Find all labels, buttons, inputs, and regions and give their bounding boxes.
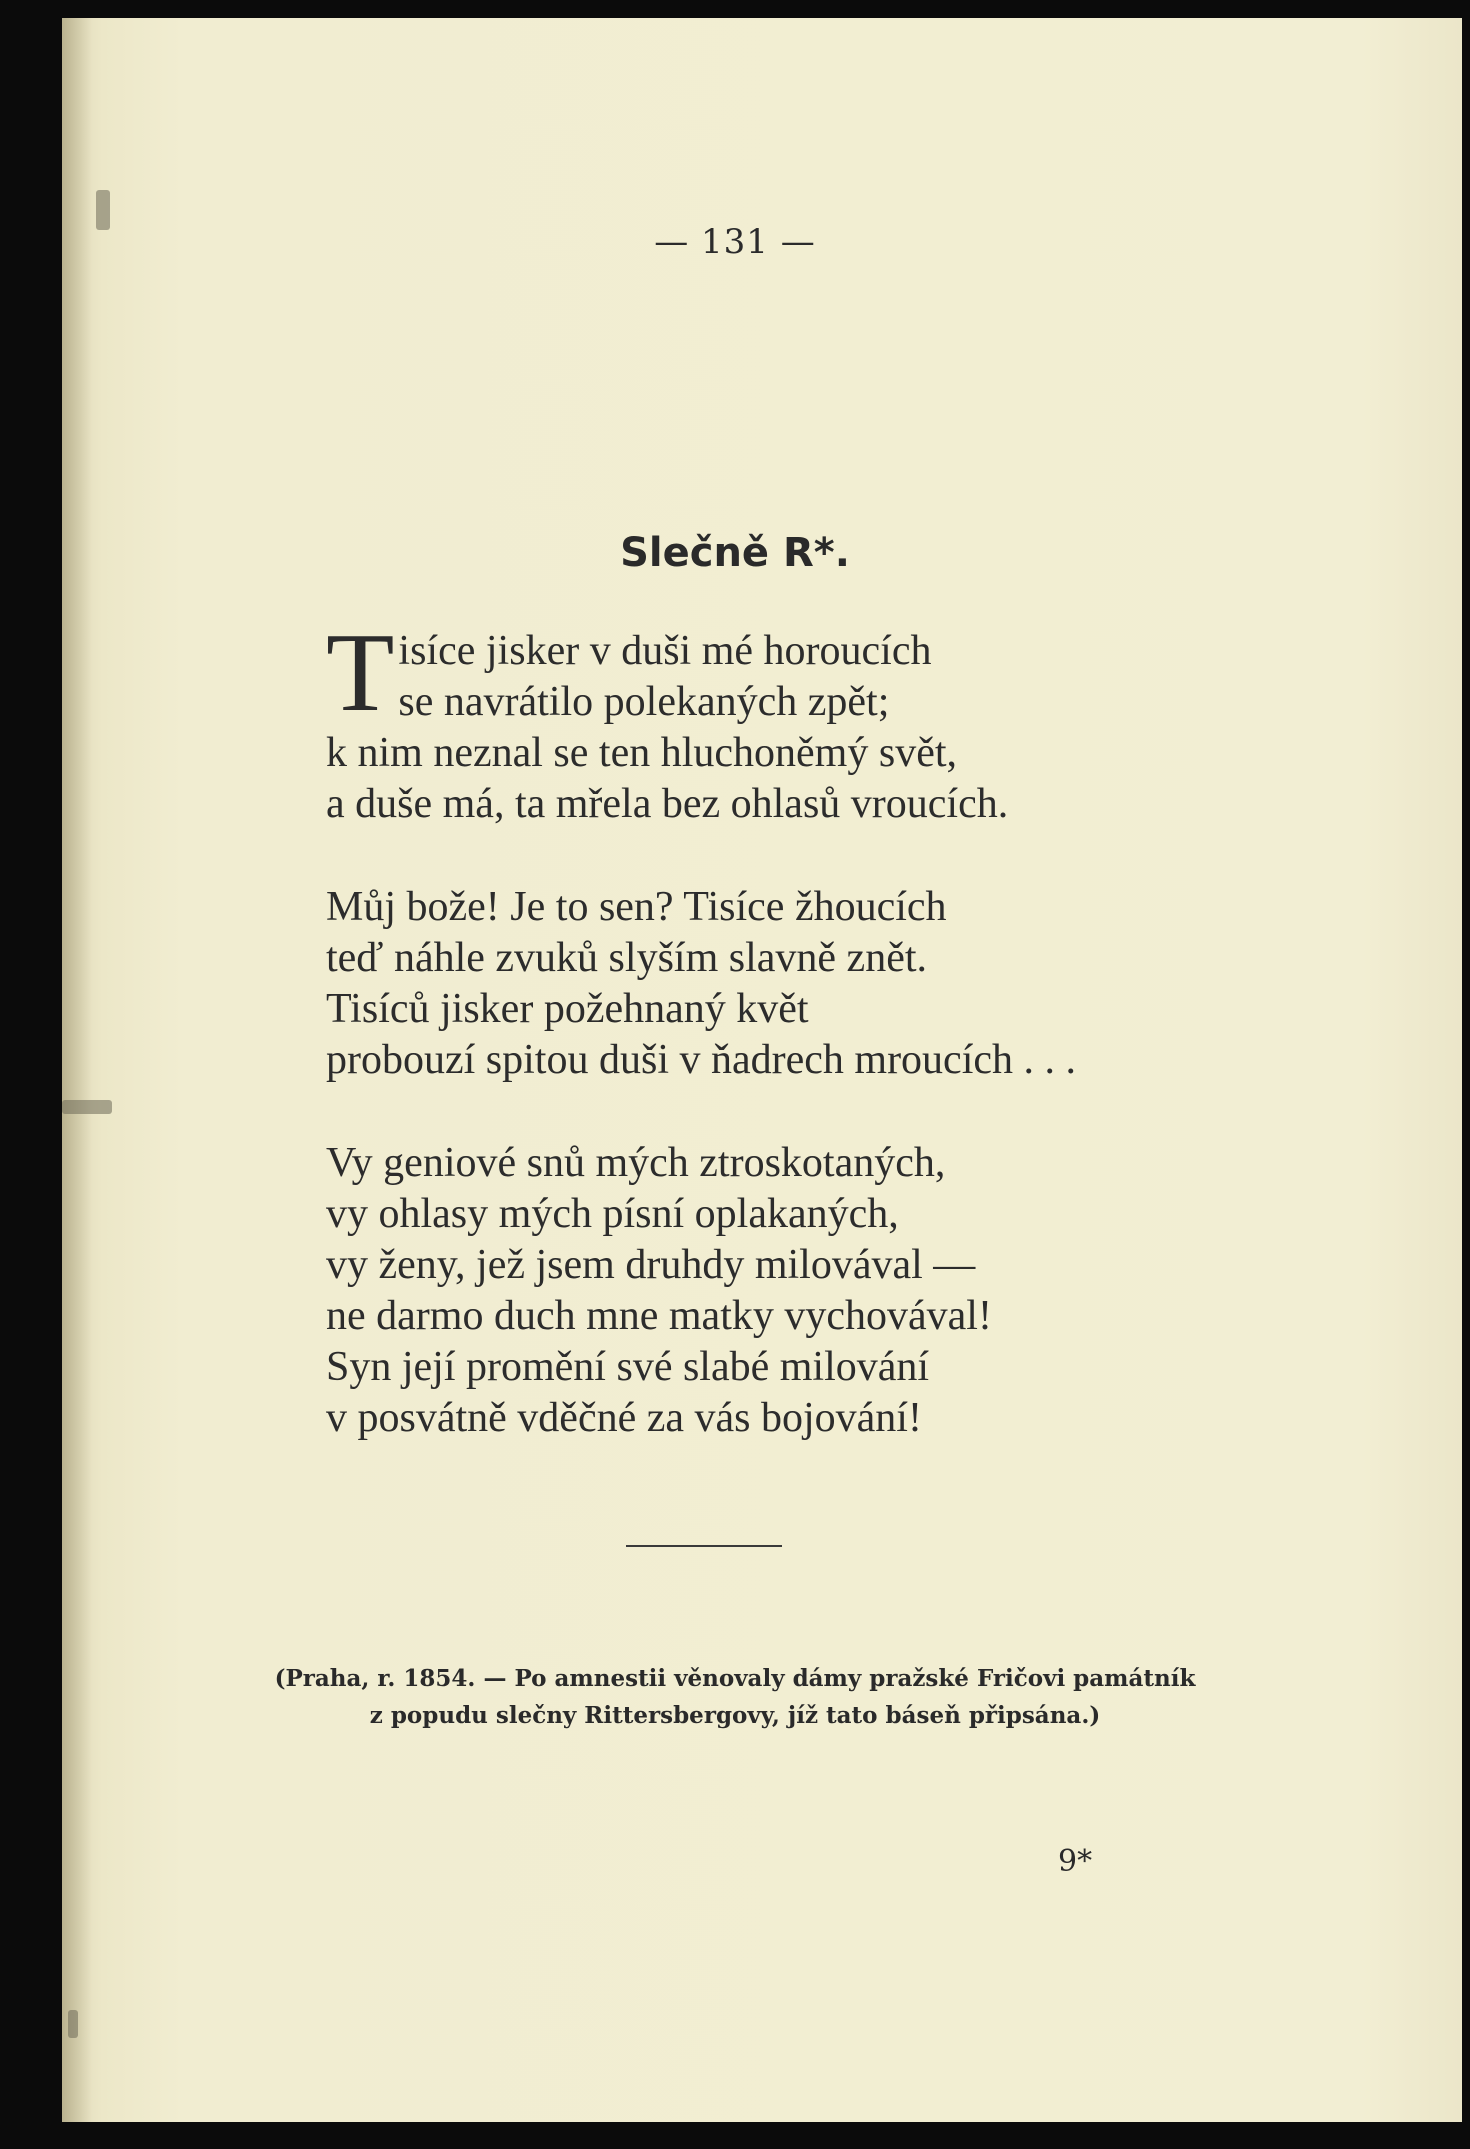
- poem-line: Vy geniové snů mých ztroskotaných,: [326, 1140, 946, 1186]
- margin-blot: [68, 2010, 78, 2038]
- poem-line: se navrátilo polekaných zpět;: [398, 679, 890, 725]
- footnote: [0, 1660, 1470, 1734]
- poem-title: Slečně R*.: [620, 530, 850, 576]
- poem-line: ne darmo duch mne matky vychovával!: [326, 1293, 992, 1339]
- poem-line: Syn její promění své slabé milování: [326, 1344, 930, 1390]
- gutter-shadow: [62, 18, 92, 2122]
- stanza-3: [326, 1138, 1226, 1444]
- drop-cap: T: [326, 611, 395, 735]
- poem-line: vy ženy, jež jsem druhdy milovával —: [326, 1242, 976, 1288]
- poem-line: Tisíců jisker požehnaný květ: [326, 986, 809, 1032]
- poem-line: probouzí spitou duši v ňadrech mroucích . . .: [326, 1037, 1077, 1083]
- poem-line: isíce jisker v duši mé horoucích: [398, 628, 932, 674]
- poem-body: [326, 611, 1226, 1496]
- page-number: — 131 —: [654, 222, 816, 262]
- poem-line: Můj bože! Je to sen? Tisíce žhoucích: [326, 884, 947, 930]
- stanza-2: [326, 882, 1226, 1086]
- poem-line: v posvátně vděčné za vás bojování!: [326, 1395, 922, 1441]
- poem-line: vy ohlasy mých písní oplakaných,: [326, 1191, 899, 1237]
- poem-line: a duše má, ta mřela bez ohlasů vroucích.: [326, 781, 1009, 827]
- signature-mark: 9*: [1058, 1844, 1093, 1879]
- poem-line: k nim neznal se ten hluchoněmý svět,: [326, 730, 958, 776]
- separator-rule: [626, 1545, 782, 1547]
- footnote-line-2: z popudu slečny Rittersbergovy, jíž tato báseň připsána.): [369, 1702, 1101, 1729]
- stanza-1: [326, 611, 1226, 830]
- footnote-line-1: (Praha, r. 1854. — Po amnestii věnovaly dámy pražské Fričovi památník: [274, 1665, 1196, 1692]
- poem-line: teď náhle zvuků slyším slavně znět.: [326, 935, 928, 981]
- margin-blot: [62, 1100, 112, 1114]
